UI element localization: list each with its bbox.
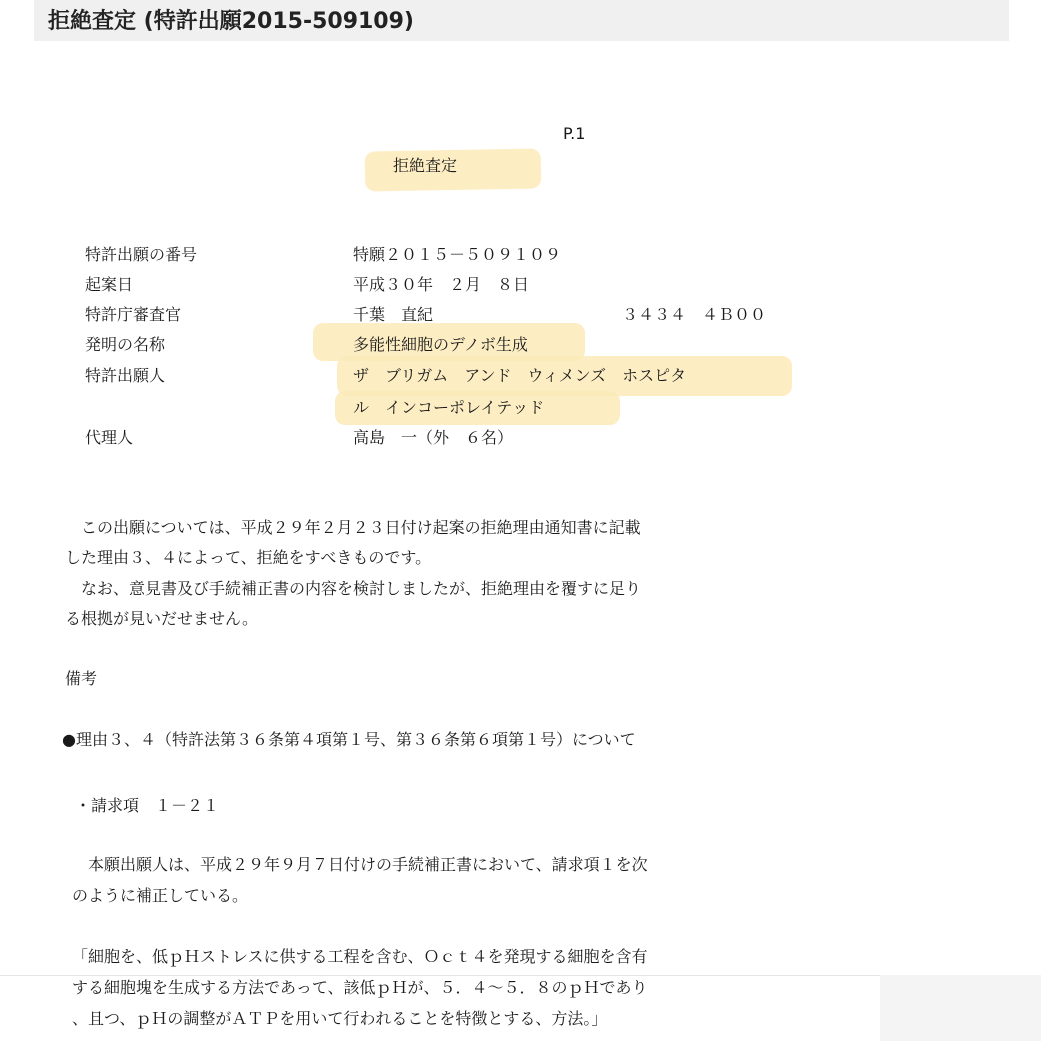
remarks-heading: 備考 bbox=[65, 669, 98, 688]
field-value-agent: 高島 一（外 ６名） bbox=[353, 428, 514, 447]
header-bar bbox=[34, 0, 1009, 41]
field-value-application-number: 特願２０１５－５０９１０９ bbox=[353, 245, 562, 264]
amend-line: 本願出願人は、平成２９年９月７日付けの手続補正書において、請求項１を次 bbox=[72, 855, 648, 874]
field-value-draft-date: 平成３０年 ２月 ８日 bbox=[353, 275, 530, 294]
field-label-draft-date: 起案日 bbox=[85, 275, 134, 294]
quote-line: 「細胞を、低ｐＨストレスに供する工程を含む、Ｏｃｔ４を発現する細胞を含有 bbox=[72, 947, 648, 966]
body-line: した理由３、４によって、拒絶をすべきものです。 bbox=[65, 548, 432, 567]
body-line: なお、意見書及び手続補正書の内容を検討しましたが、拒絶理由を覆すに足り bbox=[65, 579, 642, 598]
reason-heading: ●理由３、４（特許法第３６条第４項第１号、第３６条第６項第１号）について bbox=[62, 730, 636, 749]
field-label-invention-name: 発明の名称 bbox=[85, 335, 166, 354]
quote-line: する細胞塊を生成する方法であって、該低ｐＨが、５．４～５．８のｐＨであり bbox=[72, 978, 648, 997]
field-value-applicant: ザ ブリガム アンド ウィメンズ ホスピタ bbox=[353, 366, 687, 385]
field-label-examiner: 特許庁審査官 bbox=[85, 305, 182, 324]
field-label-agent: 代理人 bbox=[85, 428, 134, 447]
field-label-applicant: 特許出願人 bbox=[85, 366, 166, 385]
field-label-application-number: 特許出願の番号 bbox=[85, 245, 198, 264]
page-number: P.1 bbox=[563, 124, 586, 143]
field-value-invention-name: 多能性細胞のデノボ生成 bbox=[353, 335, 528, 354]
body-line: る根拠が見いだせません。 bbox=[65, 609, 258, 628]
quote-line: 、且つ、ｐＨの調整がＡＴＰを用いて行われることを特徴とする、方法。」 bbox=[72, 1009, 608, 1028]
field-value-applicant-cont: ル インコーポレイテッド bbox=[353, 398, 545, 417]
body-line: この出願については、平成２９年２月２３日付け起案の拒絶理由通知書に記載 bbox=[65, 518, 641, 537]
document-title: 拒絶査定 bbox=[393, 156, 458, 175]
field-value-examiner-code: ３４３４ ４Ｂ００ bbox=[622, 305, 767, 324]
amend-line: のように補正している。 bbox=[72, 886, 249, 905]
lower-side-panel bbox=[880, 975, 1041, 1041]
field-value-examiner: 千葉 直紀 bbox=[353, 305, 434, 324]
claims-heading: ・請求項 １－２１ bbox=[75, 796, 220, 815]
page-title: 拒絶査定 (特許出願2015-509109) bbox=[48, 9, 414, 34]
